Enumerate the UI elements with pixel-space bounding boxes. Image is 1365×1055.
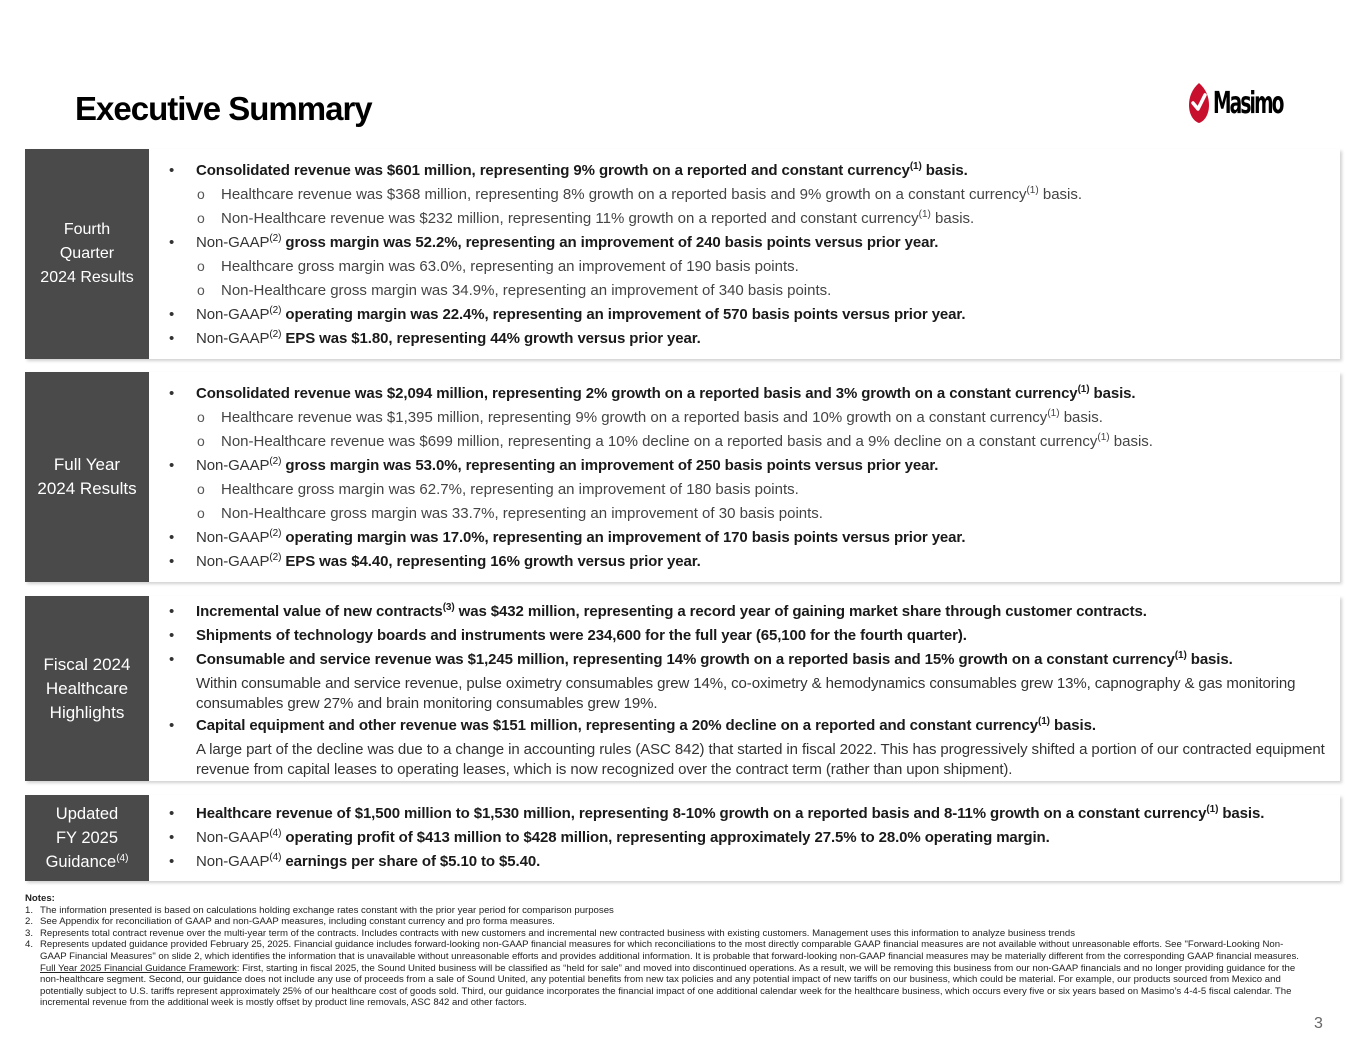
section-content-guidance — [149, 795, 1340, 881]
section-label-guidance — [25, 795, 149, 881]
bullet: • Shipments of technology boards and instruments were 234,600 for the full year (65,100 for the fourth quarter). — [168, 624, 1330, 648]
label-line: Guidance$^{(4)}$ — [45, 853, 129, 871]
bullet: • Consolidated revenue was $601 million, representing 9% growth on a reported and constant currency$^{(1)}$ basis. — [168, 159, 1330, 183]
sub-bullet: o Healthcare gross margin was 63.0%, representing an improvement of 190 basis points. — [168, 255, 1330, 279]
bullet: • Non-GAAP$^{(2)}$ operating margin was 22.4%, representing an improvement of 570 basis points versus prior year. — [168, 303, 1330, 327]
bullet: • Healthcare revenue of $1,500 million to $1,530 million, representing 8-10% growth on a reported basis and 8-11% growth on a constant currency$^{(1)}$ basis. — [168, 802, 1330, 826]
logo-wordmark: Masimo — [1213, 85, 1283, 121]
sub-bullet: o Healthcare revenue was $1,395 million, representing 9% growth on a reported basis and 10% growth on a constant currency$^{(1)}$ basis. — [168, 406, 1330, 430]
page-number: 3 — [1314, 1015, 1323, 1032]
bullet: • Non-GAAP$^{(2)}$ EPS was $4.40, representing 16% growth versus prior year. — [168, 550, 1330, 574]
bullet: • Non-GAAP$^{(2)}$ gross margin was 52.2%, representing an improvement of 240 basis points versus prior year. — [168, 231, 1330, 255]
footnote: 3. Represents total contract revenue over the multi-year term of the contracts. Includes contracts with new customers and incremental new contracted business with existing customers. Management uses this information to analyze business trends — [25, 927, 1076, 939]
section-healthcare-highlights — [25, 596, 1340, 781]
bullet: • Non-GAAP$^{(4)}$ earnings per share of $5.10 to $5.40. — [168, 850, 1330, 874]
bullet-continuation: A large part of the decline was due to a change in accounting rules (ASC 842) that started in fiscal 2022. This has progressively shifted a portion of our contracted equipment revenue from capital leases to operating leases, which is now recognized over the contract term (rather than upon shipment). — [196, 741, 1325, 778]
guidance-framework-link: Full Year 2025 Financial Guidance Framework — [40, 962, 237, 974]
section-fy-results — [25, 372, 1340, 582]
label-line: FY 2025 — [55, 829, 119, 847]
bullet: • Non-GAAP$^{(2)}$ gross margin was 53.0%, representing an improvement of 250 basis points versus prior year. — [168, 454, 1330, 478]
section-label-q4 — [25, 149, 149, 359]
bullet: • Incremental value of new contracts$^{(3)}$ was $432 million, representing a record year of gaining market share through customer contracts. — [168, 600, 1330, 624]
sub-bullet: o Non-Healthcare revenue was $699 million, representing a 10% decline on a reported basis and a 9% decline on a constant currency$^{(1)}$ basis. — [168, 430, 1330, 454]
bullet: • Non-GAAP$^{(4)}$ operating profit of $413 million to $428 million, representing approximately 27.5% to 28.0% operating margin. — [168, 826, 1330, 850]
label-line: 2024 Results — [40, 269, 134, 286]
footnote: 4. Represents updated guidance provided February 25, 2025. Financial guidance includes forward-looking non-GAAP financial measures for which reconciliations to the most directly comparable GAAP financial measures are not available without unreasonable efforts. See "Forward-Looking Non-GAAP Financial Measures" on slide 2, which identifies the information that is unavailable without unreasonable efforts and provides additional information. It is probable that forward-looking non-GAAP financial measures may be materially different from the corresponding GAAP financial measures. Full Year 2025 Financial Guidance Framework: First, starting in fiscal 2025, the Sound United business will be classified as “held for sale” and moved into discontinued operations. As a result, we will be removing this business from our non-GAAP financials and no longer providing guidance for the non-healthcare segment. Second, our guidance does not include any use of proceeds from a sale of Sound United, any potential benefits from new tax policies and any potential impact of new tariffs on our business, which could be material. For example, our products sourced from Mexico and potentially subject to U.S. tariffs represent approximately 25% of our healthcare cost of goods sold. Third, our guidance incorporates the financial impact of one additional calendar week for the healthcare business, which occurs every five or six years based on Masimo’s 4-4-5 fiscal calendar. The incremental revenue from the additional week is mostly offset by product line removals, ASC 842 and other factors. — [25, 939, 1299, 1009]
sub-bullet: o Non-Healthcare revenue was $232 million, representing 11% growth on a reported and constant currency$^{(1)}$ basis. — [168, 207, 1330, 231]
bullet: • Consumable and service revenue was $1,245 million, representing 14% growth on a reported basis and 15% growth on a constant currency$^{(1)}$ basis. Within consumable and service revenue, pulse oximetry consumables grew 14%, co-oximetry & hemodynamics consumables grew 13%, capnography & gas monitoring consumables grew 27% and brain monitoring consumables grew 19%. — [168, 648, 1330, 714]
sub-bullet: o Healthcare revenue was $368 million, representing 8% growth on a reported basis and 9% growth on a constant currency$^{(1)}$ basis. — [168, 183, 1330, 207]
label-line: Quarter — [59, 245, 115, 262]
label-line: Healthcare — [45, 678, 129, 698]
label-line: 2024 Results — [37, 479, 137, 498]
sub-bullet: o Non-Healthcare gross margin was 34.9%, representing an improvement of 340 basis points. — [168, 279, 1330, 303]
sub-bullet: o Non-Healthcare gross margin was 33.7%, representing an improvement of 30 basis points. — [168, 502, 1330, 526]
label-line: Highlights — [49, 702, 125, 722]
label-line: Full Year — [53, 455, 121, 474]
section-label-fy — [25, 372, 149, 582]
label-line: Fiscal 2024 — [43, 654, 131, 674]
page-title: Executive Summary — [75, 90, 372, 127]
section-label-hc — [25, 596, 149, 781]
footnote: 1. The information presented is based on calculations holding exchange rates constant with the prior year period for comparison purposes — [25, 904, 614, 916]
bullet: • Capital equipment and other revenue was $151 million, representing a 20% decline on a reported and constant currency$^{(1)}$ basis. A large part of the decline was due to a change in accounting rules (ASC 842) that started in fiscal 2022. This has progressively shifted a portion of our contracted equipment revenue from capital leases to operating leases, which is now recognized over the contract term (rather than upon shipment). — [168, 714, 1330, 780]
section-fy2025-guidance — [25, 795, 1340, 881]
footnotes — [25, 893, 1300, 1009]
notes-title: Notes: — [25, 893, 55, 904]
bullet: • Non-GAAP$^{(2)}$ operating margin was 17.0%, representing an improvement of 170 basis points versus prior year. — [168, 526, 1330, 550]
footnote: 2. See Appendix for reconciliation of GAAP and non-GAAP measures, including constant currency and pro forma measures. — [25, 916, 555, 928]
bullet: • Consolidated revenue was $2,094 million, representing 2% growth on a reported basis and 3% growth on a constant currency$^{(1)}$ basis. — [168, 382, 1330, 406]
section-q4-results — [25, 149, 1340, 359]
label-line: Updated — [55, 805, 119, 823]
section-content-q4 — [149, 149, 1340, 359]
label-line: Fourth — [63, 221, 111, 238]
section-content-fy — [149, 372, 1340, 582]
bullet-continuation: Within consumable and service revenue, pulse oximetry consumables grew 14%, co-oximetry & hemodynamics consumables grew 13%, capnography & gas monitoring consumables grew 27% and brain monitoring consumables grew 19%. — [196, 675, 1296, 712]
masimo-logo-icon — [1188, 81, 1210, 125]
section-content-hc — [149, 596, 1340, 781]
sub-bullet: o Healthcare gross margin was 62.7%, representing an improvement of 180 basis points. — [168, 478, 1330, 502]
bullet: • Non-GAAP$^{(2)}$ EPS was $1.80, representing 44% growth versus prior year. — [168, 327, 1330, 351]
masimo-logo — [1188, 80, 1325, 126]
